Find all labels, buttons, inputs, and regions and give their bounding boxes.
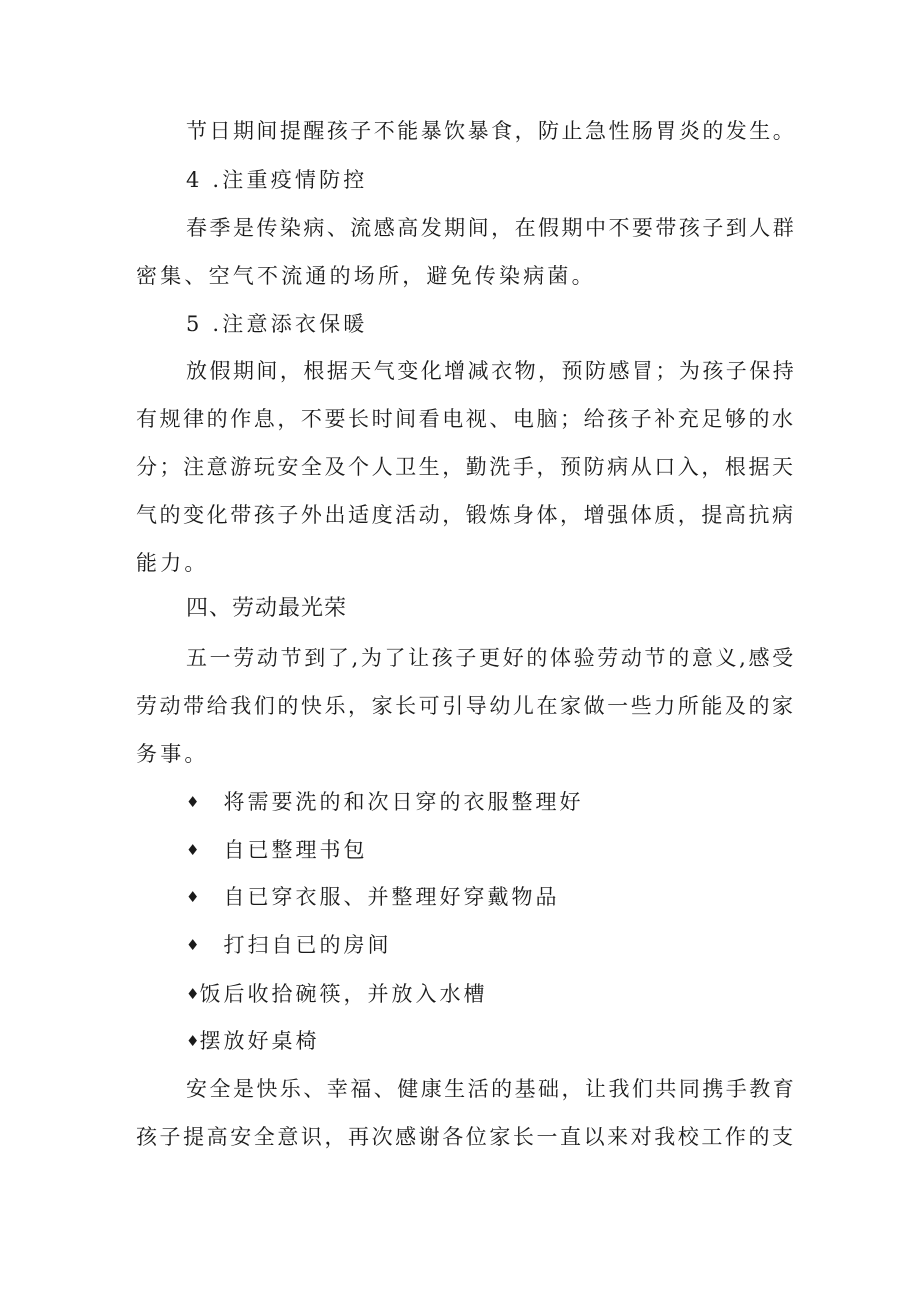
paragraph-line: 安全是快乐、幸福、健康生活的基础，让我们共同携手教育 — [186, 1077, 797, 1101]
list-item-text: 打扫自已的房间 — [223, 933, 392, 957]
section-heading: 四、劳动最光荣 — [186, 596, 348, 621]
numbered-heading-5: 5 .注意添衣保暖 — [186, 312, 368, 336]
diamond-bullet-icon: ♦ — [186, 985, 200, 1003]
paragraph-line: 气的变化带孩子外出适度活动，锻炼身体，增强体质，提高抗病 — [136, 503, 796, 527]
list-item — [186, 835, 367, 865]
list-item — [186, 882, 559, 912]
paragraph-line: 春季是传染病、流感高发期间，在假期中不要带孩子到人群 — [186, 216, 797, 240]
list-item-text: 自已整理书包 — [223, 838, 368, 862]
paragraph-line: 五一劳动节到了,为了让孩子更好的体验劳动节的意义,感受 — [186, 646, 796, 670]
list-item — [186, 979, 487, 1009]
paragraph-line: 有规律的作息，不要长时间看电视、电脑；给孩子补充足够的水 — [136, 407, 796, 431]
list-item-text: 自已穿衣服、并整理好穿戴物品 — [223, 885, 560, 909]
paragraph-line: 密集、空气不流通的场所，避免传染病菌。 — [136, 264, 596, 288]
diamond-bullet-icon: ♦ — [186, 793, 200, 811]
diamond-bullet-icon: ♦ — [186, 841, 200, 859]
diamond-bullet-icon: ♦ — [186, 1032, 200, 1050]
list-item — [186, 787, 583, 817]
paragraph-line: 劳动带给我们的快乐，家长可引导幼儿在家做一些力所能及的家 — [136, 694, 796, 718]
diamond-bullet-icon: ♦ — [186, 936, 200, 954]
paragraph-line: 务事。 — [136, 742, 209, 766]
list-item-text: 摆放好桌椅 — [199, 1029, 320, 1053]
numbered-heading-4: 4 .注重疫情防控 — [186, 168, 368, 192]
list-item-text: 将需要洗的和次日穿的衣服整理好 — [223, 790, 584, 814]
list-item-text: 饭后收拾碗筷，并放入水槽 — [199, 982, 488, 1006]
paragraph-line: 能力。 — [136, 551, 209, 575]
paragraph-line: 放假期间，根据天气变化增减衣物，预防感冒；为孩子保持 — [186, 359, 797, 383]
list-item — [186, 1026, 319, 1056]
paragraph-line: 节日期间提醒孩子不能暴饮暴食，防止急性肠胃炎的发生。 — [186, 119, 797, 143]
diamond-bullet-icon: ♦ — [186, 888, 200, 906]
paragraph-line: 孩子提高安全意识，再次感谢各位家长一直以来对我校工作的支 — [136, 1125, 796, 1149]
paragraph-line: 分；注意游玩安全及个人卫生，勤洗手，预防病从口入，根据天 — [136, 455, 796, 479]
list-item — [186, 930, 391, 960]
